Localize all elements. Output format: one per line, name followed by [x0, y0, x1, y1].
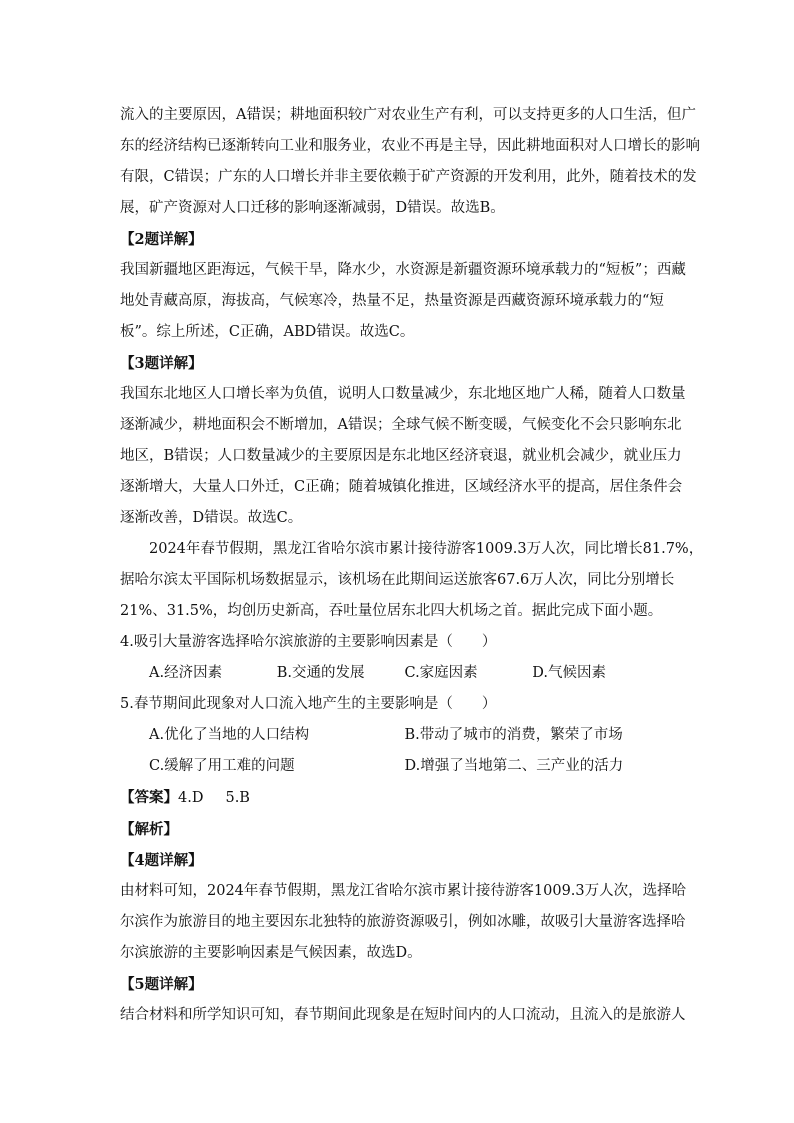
- option-b: B.交通的发展: [276, 665, 365, 681]
- explanation-4: [120, 876, 687, 969]
- section-heading-q3: 【3题详解】: [120, 355, 203, 372]
- text-line: 结合材料和所学知识可知，春节期间此现象是在短时间内的人口流动，且流入的是旅游人: [120, 1007, 686, 1023]
- question-4-options: [120, 658, 660, 689]
- section-heading-q5: 【5题详解】: [120, 976, 203, 993]
- question-4-stem: 4.吸引大量游客选择哈尔滨旅游的主要影响因素是（ ）: [120, 634, 497, 650]
- answer-line: [120, 782, 660, 814]
- text-line: 有限，C错误；广东的人口增长并非主要依赖于矿产资源的开发利用，此外，随着技术的发: [120, 169, 697, 185]
- text-line: 展，矿产资源对人口迁移的影响逐渐减弱，D错误。故选B。: [120, 200, 505, 216]
- answer-q5: 5.B: [225, 790, 250, 806]
- text-line: 我国东北地区人口增长率为负值，说明人口数量减少，东北地区地广人稀，随着人口数量: [120, 386, 686, 402]
- question-5-options-row-1: [120, 720, 660, 751]
- section-heading-q4: 【4题详解】: [120, 852, 203, 869]
- text-line: 逐渐增大，大量人口外迁，C正确；随着城镇化推进，区域经济水平的提高，居住条件会: [120, 479, 683, 495]
- text-line: 尔滨作为旅游目的地主要因东北独特的旅游资源吸引，例如冰雕，故吸引大量游客选择哈: [120, 914, 686, 930]
- text-line: 板”。综上所述，C正确，ABD错误。故选C。: [120, 324, 415, 340]
- answer-label: 【答案】: [120, 789, 178, 806]
- answer-q4: 4.D: [178, 790, 204, 806]
- section-heading-q2: 【2题详解】: [120, 231, 203, 248]
- text-line: 21%、31.5%，均创历史新高，吞吐量位居东北四大机场之首。据此完成下面小题。: [120, 603, 663, 619]
- explanation-2: [120, 255, 686, 348]
- text-line: 据哈尔滨太平国际机场数据显示，该机场在此期间运送旅客67.6万人次，同比分别增长: [120, 572, 675, 588]
- text-line: 流入的主要原因，A错误；耕地面积较广对农业生产有利，可以支持更多的人口生活，但广: [120, 107, 696, 123]
- analysis-heading: 【解析】: [120, 821, 178, 838]
- option-d: D.增强了当地第二、三产业的活力: [404, 758, 624, 774]
- text-line: 逐渐减少，耕地面积会不断增加，A错误；全球气候不断变暖，气候变化不会只影响东北: [120, 417, 682, 433]
- option-d: D.气候因素: [532, 665, 606, 681]
- text-line: 2024年春节假期，黑龙江省哈尔滨市累计接待游客1009.3万人次，同比增长81.7%，: [149, 541, 704, 557]
- option-a: A.优化了当地的人口结构: [149, 727, 310, 743]
- question-5-stem: 5.春节期间此现象对人口流入地产生的主要影响是（ ）: [120, 696, 497, 712]
- text-line: 我国新疆地区距海远，气候干旱，降水少，水资源是新疆资源环境承载力的“短板”；西藏: [120, 262, 686, 278]
- explanation-1-continued: [120, 100, 700, 224]
- text-line: 尔滨旅游的主要影响因素是气候因素，故选D。: [120, 945, 422, 961]
- document-content: [120, 100, 704, 1031]
- text-line: 地区，B错误；人口数量减少的主要原因是东北地区经济衰退，就业机会减少，就业压力: [120, 448, 682, 464]
- explanation-3: [120, 379, 686, 534]
- option-a: A.经济因素: [149, 665, 223, 681]
- option-c: C.缓解了用工难的问题: [149, 758, 295, 774]
- explanation-5: [120, 1000, 686, 1031]
- option-b: B.带动了城市的消费，繁荣了市场: [404, 727, 623, 743]
- material-passage: [120, 534, 704, 627]
- text-line: 地处青藏高原，海拔高，气候寒冷，热量不足，热量资源是西藏资源环境承载力的“短: [120, 293, 664, 309]
- option-c: C.家庭因素: [404, 665, 478, 681]
- text-line: 逐渐改善，D错误。故选C。: [120, 510, 303, 526]
- question-5-options-row-2: [120, 751, 660, 782]
- text-line: 东的经济结构已逐渐转向工业和服务业，农业不再是主导，因此耕地面积对人口增长的影响: [120, 138, 700, 154]
- text-line: 由材料可知，2024年春节假期，黑龙江省哈尔滨市累计接待游客1009.3万人次，选择哈: [120, 883, 687, 899]
